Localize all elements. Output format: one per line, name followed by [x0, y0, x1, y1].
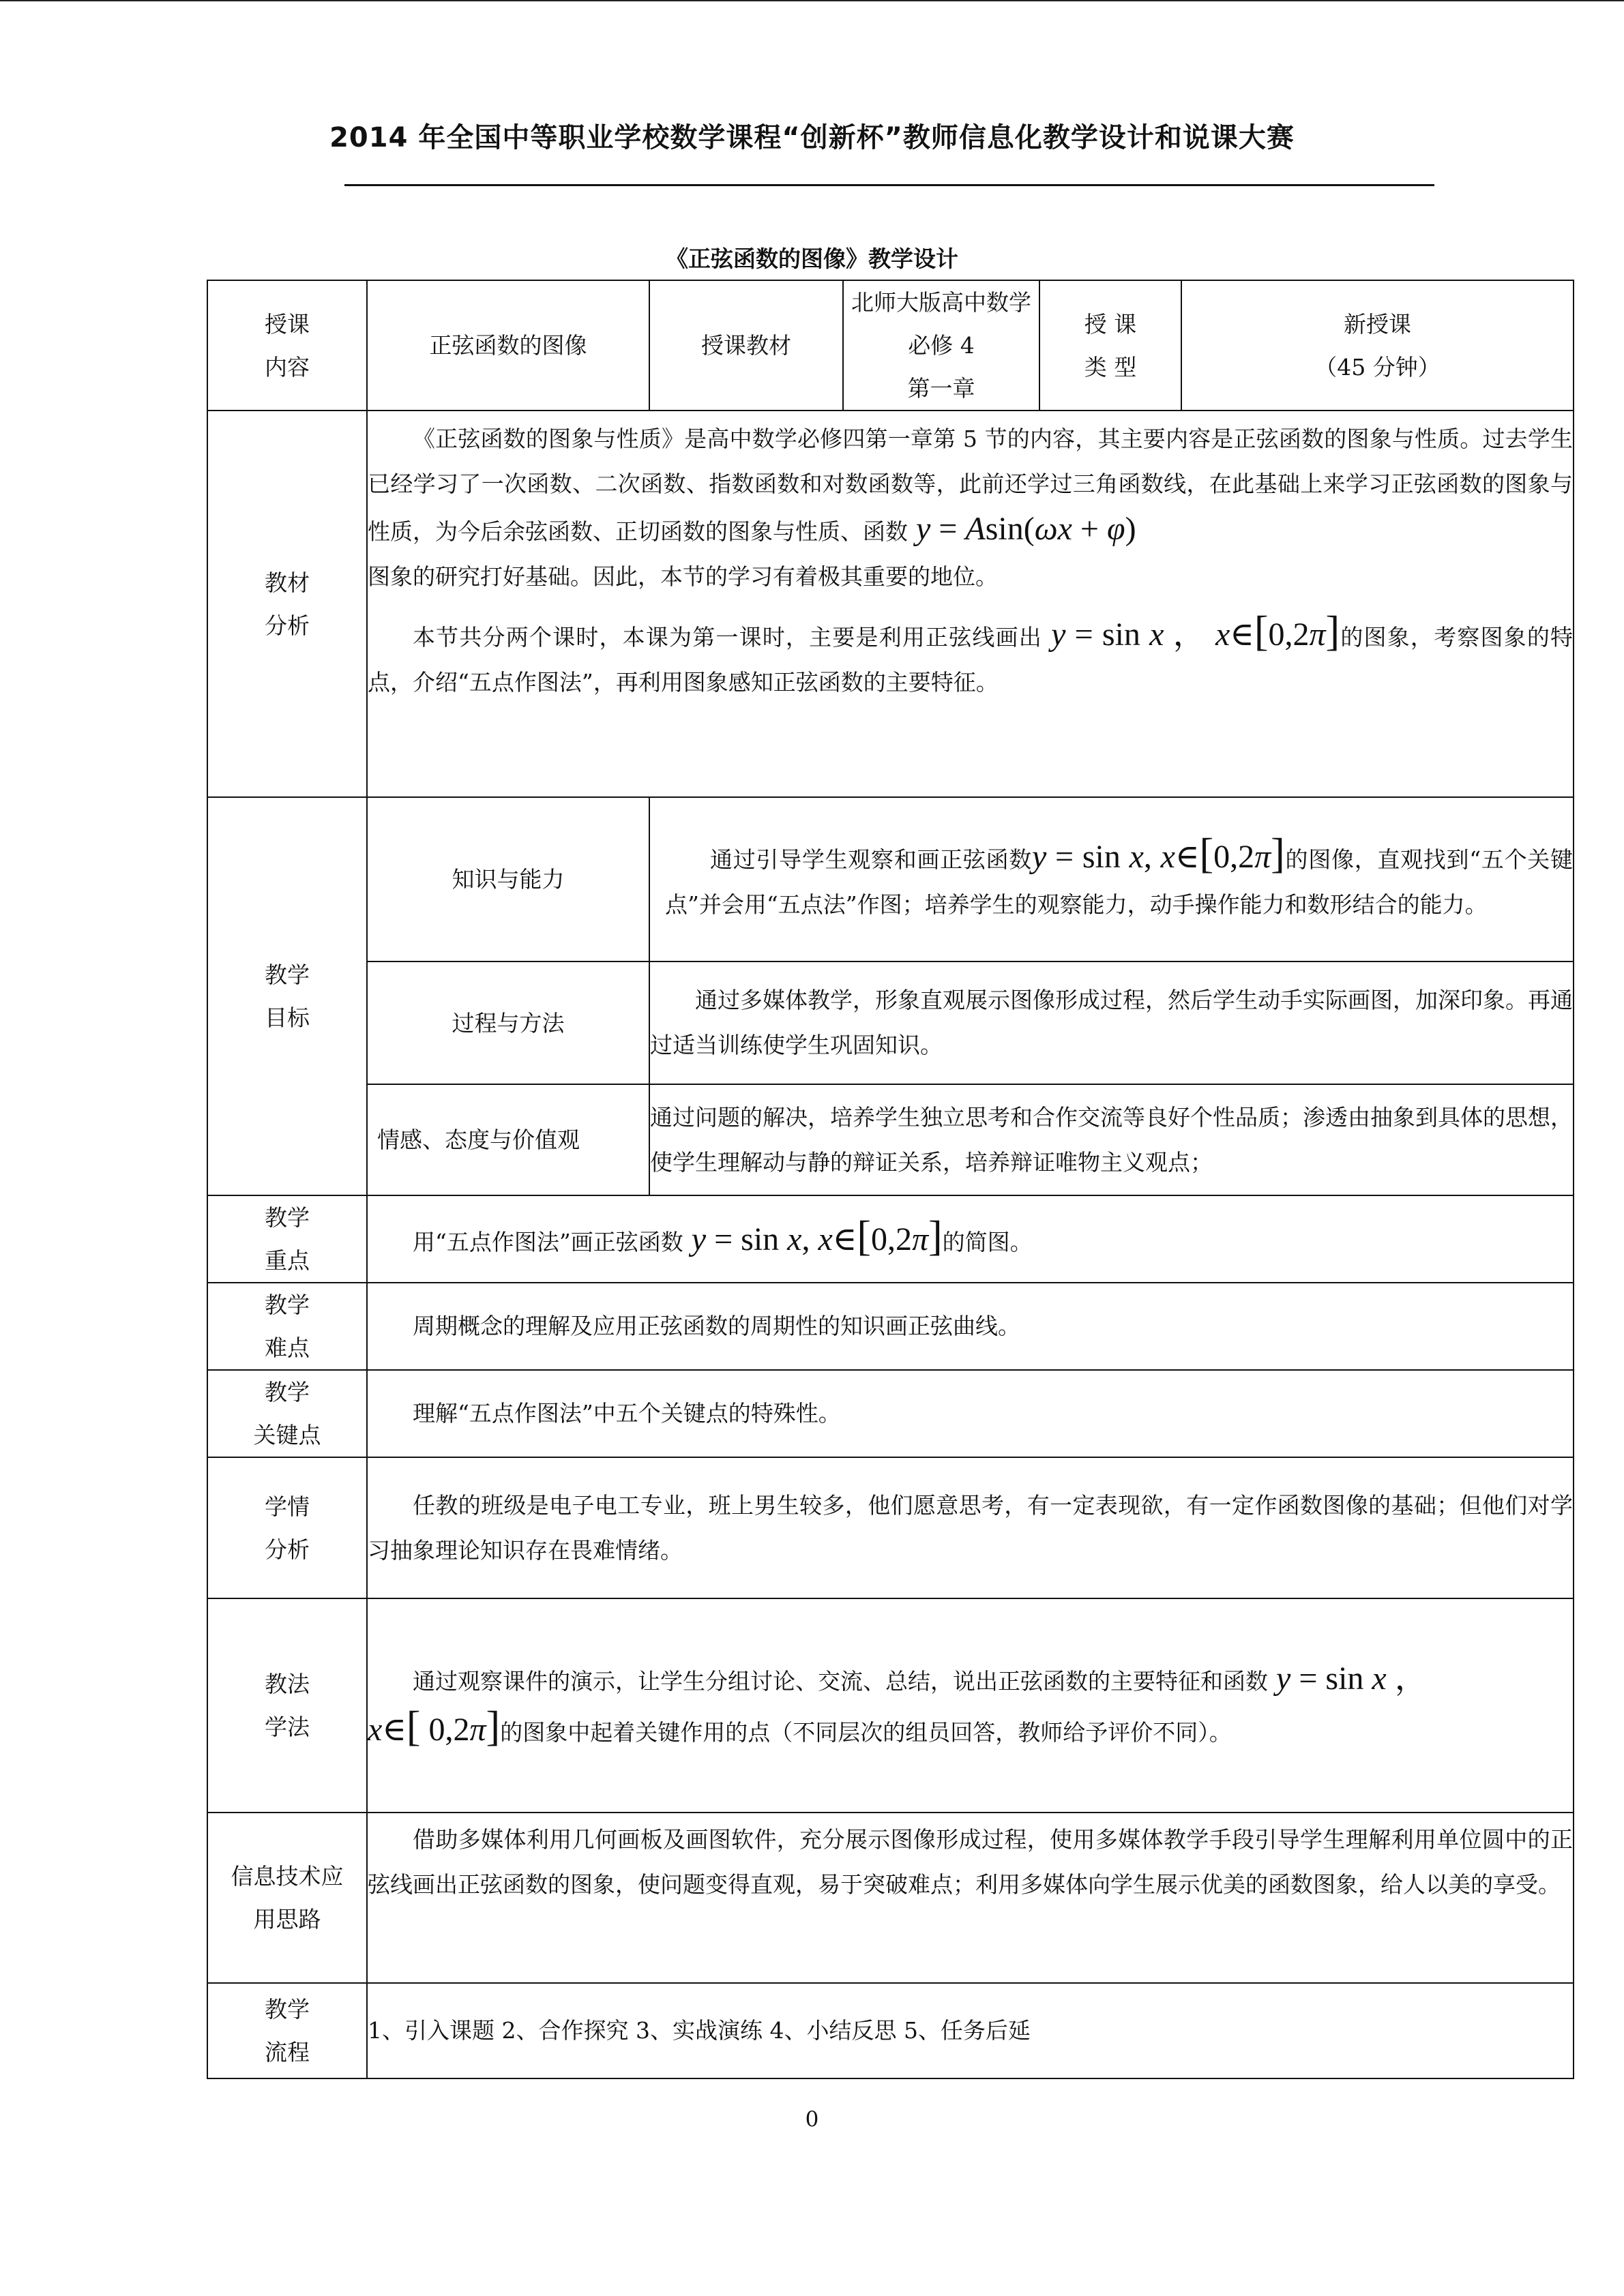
formula-domain: x∈[ 0,2π] [368, 1703, 501, 1750]
row-teaching-methods [207, 1598, 1574, 1813]
objective-name-process: 过程与方法 [367, 961, 649, 1084]
analysis-paragraph-1: 《正弦函数的图象与性质》是高中数学必修四第一章第 5 节的内容，其主要内容是正弦函数的图象与性质。过去学生已经学习了一次函数、二次函数、指数函数和对数函数等，此前还学过三角函数线，在此基础上来学习正弦函数的图象与性质，为今后余弦函数、正切函数的图象与性质、函数 y = Asin(ωx + φ) 图象的研究打好基础。因此，本节的学习有着极其重要的地位。 [368, 426, 1573, 590]
label-course-content: 授课 内容 [207, 280, 367, 411]
row-objective-process [207, 961, 1574, 1084]
label-material-analysis: 教材 分析 [207, 411, 367, 797]
teaching-focus-text: 用“五点作图法”画正弦函数 y = sin x, x∈[0,2π]的简图。 [367, 1195, 1574, 1283]
label-it-application: 信息技术应 用思路 [207, 1813, 367, 1983]
formula-sine: y = sin x ， [1276, 1660, 1428, 1697]
row-it-application [207, 1813, 1574, 1983]
label-teaching-objectives: 教学 目标 [207, 797, 367, 1195]
page-number: 0 [805, 2107, 819, 2132]
row-teaching-focus [207, 1195, 1574, 1283]
course-type-value: 新授课 （45 分钟） [1181, 280, 1574, 411]
row-teaching-difficulty [207, 1283, 1574, 1370]
objective-name-attitude: 情感、态度与价值观 [367, 1084, 649, 1195]
analysis-paragraph-2: 本节共分两个课时，本课为第一课时，主要是利用正弦线画出 y = sin x ， x∈[0,2π]的图象，考察图象的特点，介绍“五点作图法”，再利用图象感知正弦函数的主要特征。 [368, 608, 1574, 696]
formula-general-sine: y = Asin(ωx + φ) [916, 511, 1136, 547]
label-course-type: 授 课 类 型 [1039, 280, 1181, 411]
teaching-methods-text: 通过观察课件的演示，让学生分组讨论、交流、总结，说出正弦函数的主要特征和函数 y = sin x ， x∈[ 0,2π]的图象中起着关键作用的点（不同层次的组员回答，教师给予评价不同）。 [367, 1598, 1574, 1813]
formula-sine-domain-2: y = sin x, x∈[0,2π] [1032, 831, 1285, 877]
objective-text-attitude: 通过问题的解决，培养学生独立思考和合作交流等良好个性品质；渗透由抽象到具体的思想，使学生理解动与静的辩证关系，培养辩证唯物主义观点； [649, 1084, 1574, 1195]
label-teaching-keypoint: 教学 关键点 [207, 1370, 367, 1457]
learner-analysis-text: 任教的班级是电子电工专业，班上男生较多，他们愿意思考，有一定表现欲，有一定作函数图像的基础；但他们对学习抽象理论知识存在畏难情绪。 [367, 1457, 1574, 1598]
lesson-plan-table [207, 280, 1574, 2079]
teaching-flow-text: 1、引入课题 2、合作探究 3、实战演练 4、小结反思 5、任务后延 [367, 1983, 1574, 2078]
row-course-info [207, 280, 1574, 411]
row-material-analysis [207, 411, 1574, 797]
teaching-difficulty-text: 周期概念的理解及应用正弦函数的周期性的知识画正弦曲线。 [367, 1283, 1574, 1370]
header-rule [344, 184, 1434, 186]
label-learner-analysis: 学情 分析 [207, 1457, 367, 1598]
formula-sine-domain: y = sin x ， x∈[0,2π] [1051, 608, 1340, 655]
course-content-value: 正弦函数的图像 [367, 280, 649, 411]
row-objective-attitude [207, 1084, 1574, 1195]
competition-header: 2014 年全国中等职业学校数学课程“创新杯”教师信息化教学设计和说课大赛 [329, 122, 1295, 153]
it-application-text: 借助多媒体利用几何画板及画图软件，充分展示图像形成过程，使用多媒体教学手段引导学生理解利用单位圆中的正弦线画出正弦函数的图象，使问题变得直观，易于突破难点；利用多媒体向学生展示优美的函数图象，给人以美的享受。 [367, 1813, 1574, 1983]
row-objective-knowledge [207, 797, 1574, 961]
label-textbook: 授课教材 [649, 280, 843, 411]
teaching-keypoint-text: 理解“五点作图法”中五个关键点的特殊性。 [367, 1370, 1574, 1457]
objective-text-process: 通过多媒体教学，形象直观展示图像形成过程，然后学生动手实际画图，加深印象。再通过适当训练使学生巩固知识。 [649, 961, 1574, 1084]
row-teaching-flow [207, 1983, 1574, 2078]
label-teaching-methods: 教法 学法 [207, 1598, 367, 1813]
row-teaching-keypoint [207, 1370, 1574, 1457]
row-learner-analysis [207, 1457, 1574, 1598]
label-teaching-difficulty: 教学 难点 [207, 1283, 367, 1370]
formula-sine-domain-3: y = sin x, x∈[0,2π] [691, 1212, 943, 1259]
label-teaching-focus: 教学 重点 [207, 1195, 367, 1283]
objective-name-knowledge: 知识与能力 [367, 797, 649, 961]
textbook-value: 北师大版高中数学必修 4 第一章 [843, 280, 1039, 411]
material-analysis-content [367, 411, 1574, 797]
objective-text-knowledge: 通过引导学生观察和画正弦函数y = sin x, x∈[0,2π]的图像，直观找到“五个关键点”并会用“五点法”作图；培养学生的观察能力，动手操作能力和数形结合的能力。 [649, 797, 1574, 961]
label-teaching-flow: 教学 流程 [207, 1983, 367, 2078]
document-title: 《正弦函数的图像》教学设计 [666, 245, 958, 272]
